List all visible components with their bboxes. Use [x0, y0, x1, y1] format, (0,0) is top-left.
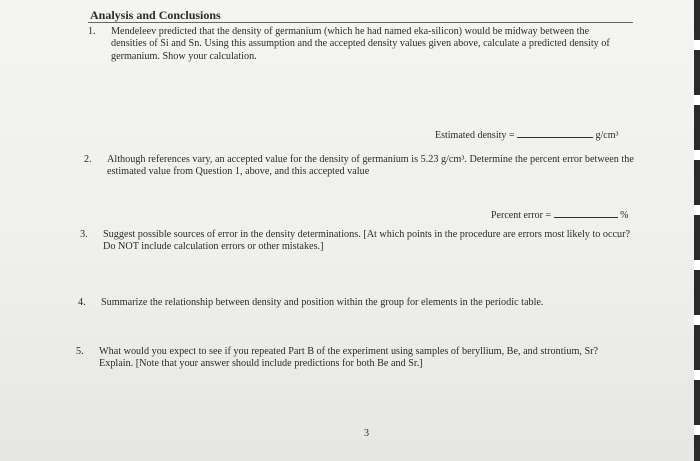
question-number: 3. [80, 229, 88, 240]
question-number: 5. [76, 346, 84, 357]
density-answer-line [435, 128, 619, 141]
density-unit: g/cm³ [595, 130, 619, 141]
binder-edge [694, 0, 700, 461]
question-text: Summarize the relationship between density and position within the group for elements in the periodic table. [101, 297, 544, 308]
error-answer-line [491, 208, 628, 221]
binder-tick [694, 205, 700, 215]
question-number: 1. [88, 26, 96, 37]
section-heading: Analysis and Conclusions [90, 8, 221, 22]
binder-tick [694, 425, 700, 435]
error-unit: % [620, 210, 629, 221]
density-blank[interactable] [517, 128, 593, 138]
binder-tick [694, 260, 700, 270]
page-number: 3 [364, 428, 369, 439]
question-text: Although references vary, an accepted value for the density of germanium is 5.23 g/cm³. Determine the percent error between the estimated value from Question 1, above, and this accepted value [107, 154, 634, 178]
binder-tick [694, 95, 700, 105]
question-number: 2. [84, 154, 92, 165]
binder-tick [694, 315, 700, 325]
question-text: Suggest possible sources of error in the density determinations. [At which points in the procedure are errors most likely to occur? Do NOT include calculation errors or other mistakes.] [103, 229, 631, 253]
binder-tick [694, 40, 700, 50]
error-label: Percent error = [491, 210, 552, 221]
question-text: What would you expect to see if you repeated Part B of the experiment using samples of beryllium, Be, and strontium, Sr? Explain. [Note that your answer should include predictions for both Be and Sr.] [99, 346, 599, 370]
binder-tick [694, 150, 700, 160]
question-number: 4. [78, 297, 86, 308]
error-blank[interactable] [554, 208, 618, 218]
heading-rule [88, 22, 633, 23]
question-text: Mendeleev predicted that the density of germanium (which he had named eka-silicon) would be midway between the densities of Si and Sn. Using this assumption and the accepted density values given above, calculate a predicted density of germanium. Show your calculation. [111, 26, 610, 62]
density-label: Estimated density = [435, 130, 515, 141]
binder-tick [694, 370, 700, 380]
